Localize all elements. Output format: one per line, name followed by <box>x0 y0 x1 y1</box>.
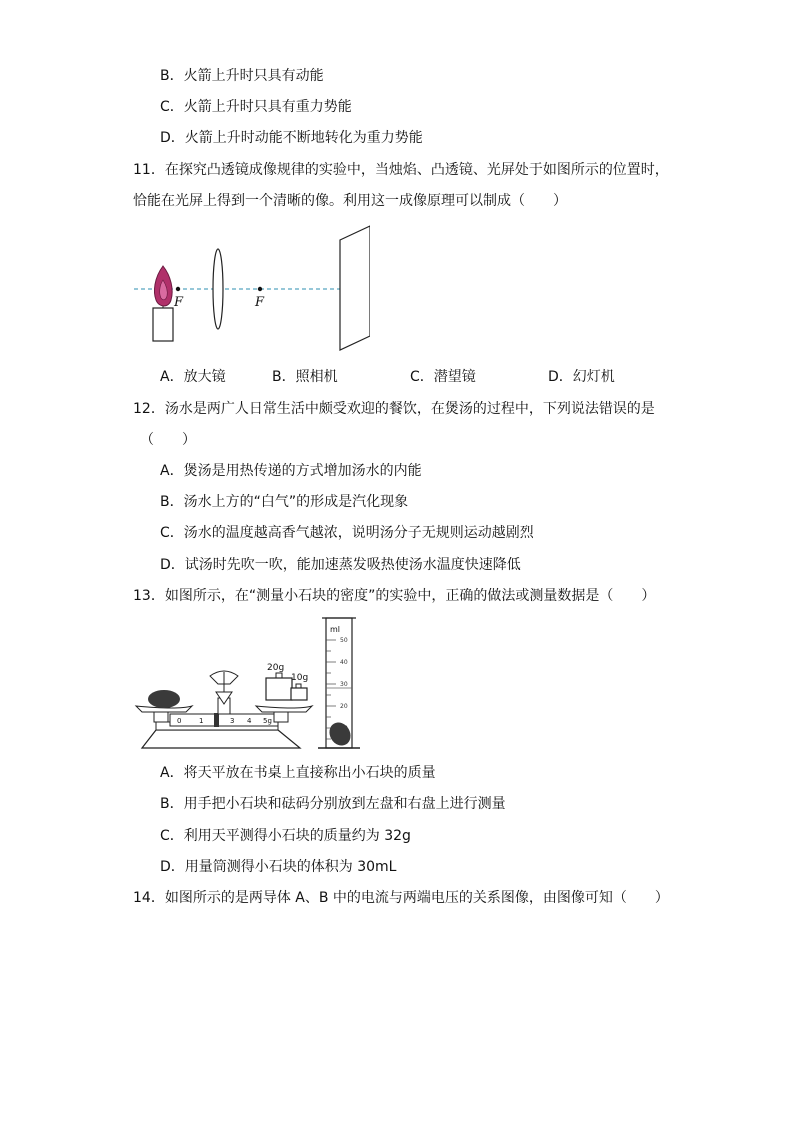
cylinder-tick-30: 30 <box>340 681 348 688</box>
q10-option-b: B．火箭上升时只具有动能 <box>160 68 324 84</box>
candle <box>153 308 173 341</box>
light-screen <box>340 226 370 350</box>
right-pan-stand <box>274 712 288 722</box>
left-pan-stand <box>154 712 168 722</box>
scale-tick-4: 4 <box>247 717 252 725</box>
scale-tick-3: 3 <box>230 717 235 725</box>
q11-option-c: C．潜望镜 <box>410 369 476 385</box>
q13-option-d: D．用量筒测得小石块的体积为 30mL <box>160 859 397 875</box>
q14-stem: 14．如图所示的是两导体 A、B 中的电流与两端电压的关系图像，由图像可知（ ） <box>133 890 669 906</box>
q11-option-b: B．照相机 <box>272 369 338 385</box>
focal-point-left <box>176 287 180 291</box>
q13-option-b: B．用手把小石块和砝码分别放到左盘和右盘上进行测量 <box>160 796 506 812</box>
q13-option-c: C．利用天平测得小石块的质量约为 32g <box>160 828 411 844</box>
cylinder-unit: ml <box>330 625 341 634</box>
q11-stem-line2: 恰能在光屏上得到一个清晰的像。利用这一成像原理可以制成（ ） <box>133 193 567 209</box>
q11-stem-line1: 11．在探究凸透镜成像规律的实验中，当烛焰、凸透镜、光屏处于如图所示的位置时， <box>133 162 669 178</box>
focal-label-left: F <box>174 295 184 310</box>
balance-scale-bar <box>170 714 278 726</box>
balance-and-cylinder-diagram <box>130 614 370 754</box>
balance-base <box>142 730 300 748</box>
weight-20g-label: 20g <box>267 663 285 673</box>
q10-option-c: C．火箭上升时只具有重力势能 <box>160 99 352 115</box>
scale-tick-1: 1 <box>199 717 204 725</box>
q13-option-a: A．将天平放在书桌上直接称出小石块的质量 <box>160 765 436 781</box>
cylinder-tick-50: 50 <box>340 637 348 644</box>
weight-20g-knob <box>276 673 282 678</box>
q11-option-a: A．放大镜 <box>160 369 226 385</box>
q10-option-d: D．火箭上升时动能不断地转化为重力势能 <box>160 130 423 146</box>
focal-label-right: F <box>255 295 265 310</box>
stone-on-pan <box>148 690 180 708</box>
scale-tick-5g: 5g <box>263 717 272 725</box>
focal-point-right <box>258 287 262 291</box>
q12-option-b: B．汤水上方的“白气”的形成是汽化现象 <box>160 494 409 510</box>
weight-10g-label: 10g <box>291 673 309 683</box>
q12-option-a: A．煲汤是用热传递的方式增加汤水的内能 <box>160 463 422 479</box>
q12-stem-line1: 12．汤水是两广人日常生活中颇受欢迎的餐饮，在煲汤的过程中，下列说法错误的是 <box>133 401 655 417</box>
right-pan <box>256 706 312 712</box>
weight-10g <box>291 688 307 700</box>
cylinder-tick-20: 20 <box>340 703 348 710</box>
convex-lens-diagram <box>130 222 370 354</box>
q12-option-d: D．试汤时先吹一吹，能加速蒸发吸热使汤水温度快速降低 <box>160 557 521 573</box>
cylinder-tick-40: 40 <box>340 659 348 666</box>
scale-tick-0: 0 <box>177 717 182 725</box>
q13-stem: 13．如图所示，在“测量小石块的密度”的实验中，正确的做法或测量数据是（ ） <box>133 588 656 604</box>
weight-20g <box>266 678 292 700</box>
q12-stem-line2: （ ） <box>140 432 196 448</box>
rider <box>214 713 219 727</box>
q12-option-c: C．汤水的温度越高香气越浓，说明汤分子无规则运动越剧烈 <box>160 525 534 541</box>
convex-lens <box>213 249 223 329</box>
q11-option-d: D．幻灯机 <box>548 369 615 385</box>
